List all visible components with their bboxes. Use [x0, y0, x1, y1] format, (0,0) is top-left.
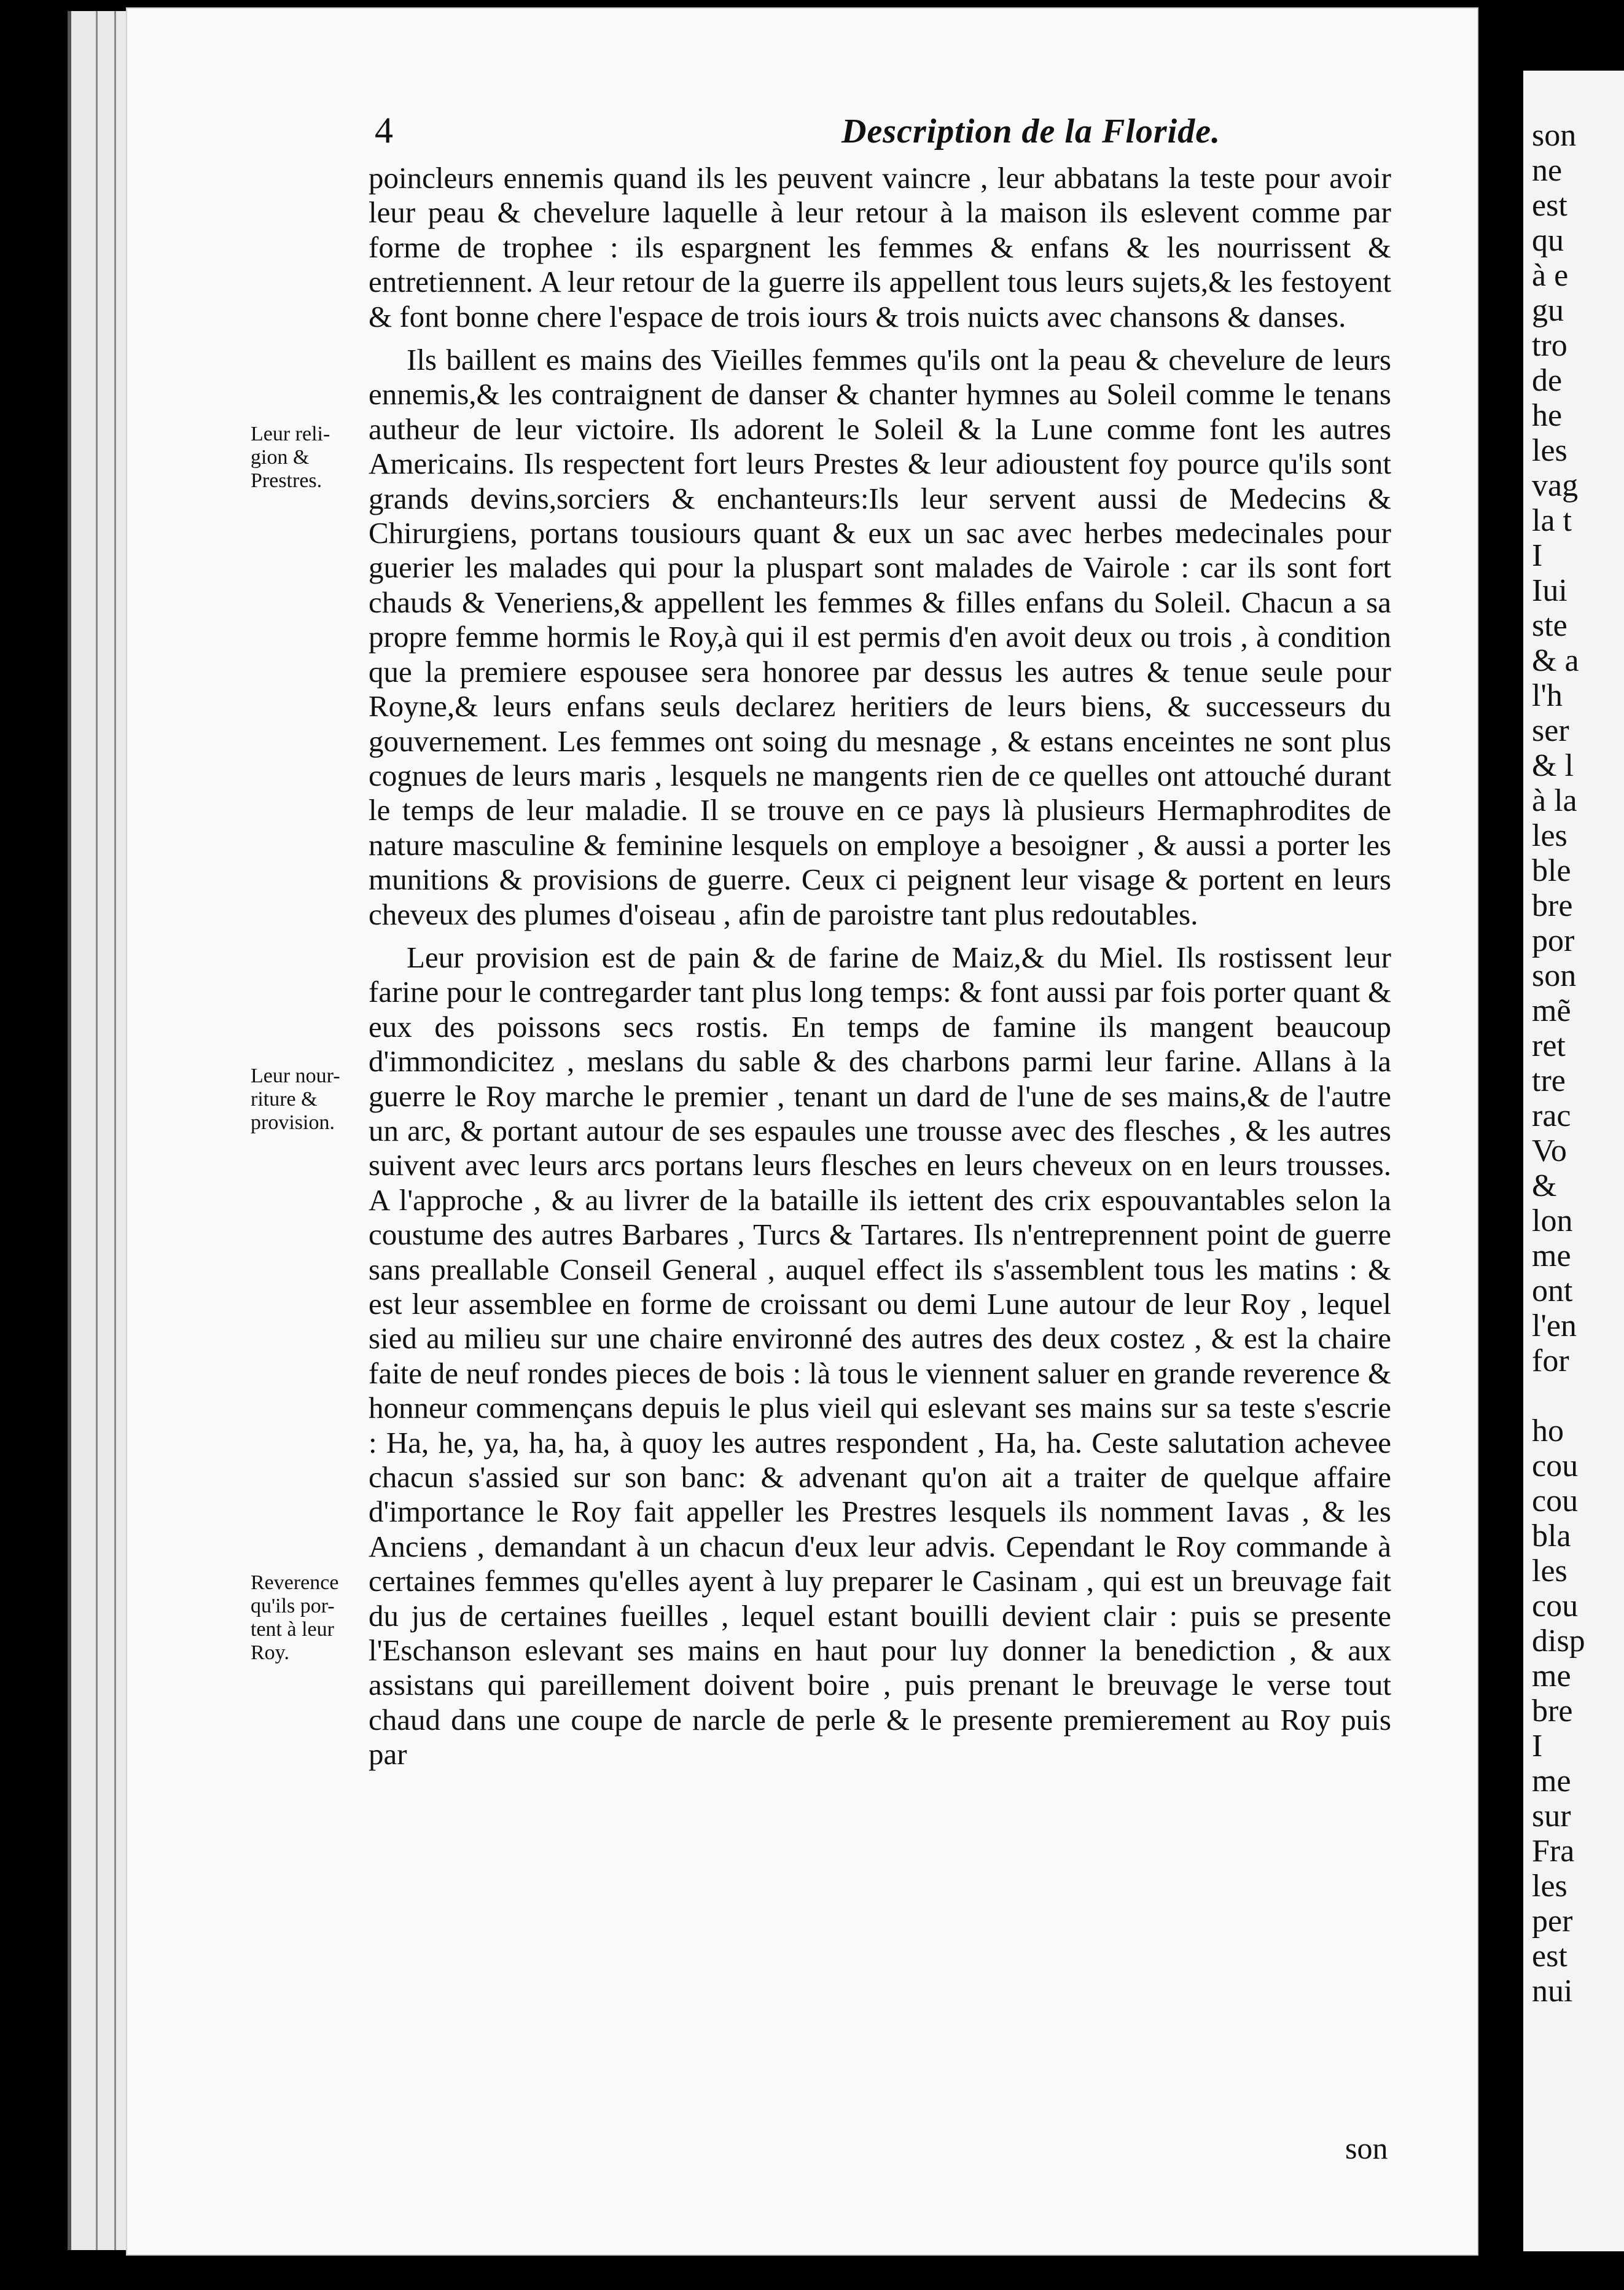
- facing-page-fragment: disp: [1532, 1624, 1585, 1659]
- facing-page-fragment: l'h: [1532, 678, 1563, 713]
- paragraph: Ils baillent es mains des Vieilles femmes qu'ils ont la peau & chevelure de leurs ennemis,& les contraignent de danser & chanter hymnes au Soleil comme le tenans autheur de leur victoire. Ils adorent le Soleil & la Lune comme font les autres Americains. Ils respectent fort leurs Prestes & leur adioustent foy pource qu'ils sont grands devins,sorciers & enchanteurs:Ils leur servent aussi de Medecins & Chirurgiens, portans tousiours quant & eux un sac avec herbes medecinales pour guerier les malades qui pour la pluspart sont malades de Vairole : car ils sont fort chauds & Veneriens,& appellent les femmes & filles enfans du Soleil. Chacun a sa propre femme hormis le Roy,à qui il est permis d'en avoit deux ou trois , à condition que la premiere espousee sera honoree par dessus les autres & tenue seule pour Royne,& leurs enfans seuls declarez heritiers de leurs biens, & successeurs du gouvernement. Les femmes ont soing du mesnage , & estans enceintes ne sont plus cognues de leurs maris , lesquels ne mangents rien de ce quelles ont attouché durant le temps de leur maladie. Il se trouve en ce pays là plusieurs Hermaphrodites de nature masculine & feminine lesquels on employe a besoigner , & aussi a porter les munitions & provisions de guerre. Ceux ci peignent leur visage & portent en leurs cheveux des plumes d'oiseau , afin de paroistre tant plus redoutables.: [369, 343, 1391, 931]
- facing-page-fragment: &: [1532, 1168, 1557, 1203]
- facing-page-fragment: cou: [1532, 1448, 1579, 1483]
- facing-page-fragment: sur: [1532, 1799, 1571, 1834]
- facing-page-fragment: I: [1532, 1729, 1543, 1764]
- paragraph: Leur provision est de pain & de farine de Maiz,& du Miel. Ils rostissent leur farine pour le contregarder tant plus long temps: & font aussi par fois porter quant & eux des poissons secs rostis. En temps de famine ils mangent beaucoup d'immondicitez , meslans du sable & des charbons parmi leur farine. Allans à la guerre le Roy marche le premier , tenant un dard de l'une de ses mains,& de l'autre un arc, & portant autour de ses espaules une trousse avec des flesches , & les autres suivent avec leurs arcs portans leurs flesches en leurs cheveux on en leurs trousses. A l'approche , & au livrer de la bataille ils iettent des crix espouvantables selon la coustume des autres Barbares , Turcs & Tartares. Ils n'entreprennent point de guerre sans preallable Conseil General , auquel effect ils s'assemblent tous les matins : & est leur assemblee en forme de croissant ou demi Lune autour de leur Roy , lequel sied au milieu sur une chaire environné des autres des deux costez , & est la chaire faite de neuf rondes pieces de bois : là tous le viennent saluer en grande reverence & honneur commençans depuis le plus vieil qui eslevant ses mains sur sa teste s'escrie : Ha, he, ya, ha, ha, à quoy les autres respondent , Ha, ha. Ceste salutation achevee chacun s'assied sur son banc: & advenant qu'on ait a traiter de quelque affaire d'importance le Roy fait appeller les Prestres lesquels ils nomment Iavas , & les Anciens , demandant à un chacun d'eux leur advis. Cependant le Roy commande à certaines femmes qu'elles ayent à luy preparer le Casinam , qui est un breuvage fait du jus de certaines fueilles , lequel estant bouilli devient clair : puis se presente l'Eschanson eslevant ses mains en haut pour luy donner la benediction , & aux assistans qui pareillement doivent boire , puis prenant le breuvage le verse tout chaud dans une coupe de narcle de perle & le presente premierement au Roy puis par: [369, 940, 1391, 1772]
- facing-page-fragment: & a: [1532, 643, 1579, 678]
- facing-page-fragment: à la: [1532, 783, 1577, 818]
- facing-page-fragment: Iui: [1532, 573, 1567, 608]
- facing-page-fragment: per: [1532, 1904, 1573, 1939]
- margin-note-provision: Leur nour- riture & provision.: [251, 1065, 340, 1134]
- facing-page-fragment: qu: [1532, 223, 1564, 258]
- facing-page-fragment: est: [1532, 188, 1567, 223]
- facing-page-fragment: ne: [1532, 153, 1563, 188]
- facing-page-fragment: Fra: [1532, 1834, 1575, 1869]
- facing-page-fragment: he: [1532, 398, 1563, 433]
- facing-page-fragment: ble: [1532, 853, 1571, 888]
- facing-page-fragment: les: [1532, 818, 1567, 853]
- page-header: [252, 109, 1419, 158]
- facing-page-fragment: la t: [1532, 503, 1572, 538]
- body-text: [369, 161, 1391, 1772]
- facing-page-fragment: mẽ: [1532, 993, 1571, 1028]
- margin-note-reverence: Reverence qu'ils por- tent à leur Roy.: [251, 1571, 339, 1664]
- facing-page-fragment: lon: [1532, 1203, 1573, 1238]
- facing-page-fragment: me: [1532, 1659, 1571, 1694]
- facing-page-fragment: ont: [1532, 1273, 1573, 1308]
- facing-page-fragment: & l: [1532, 748, 1574, 783]
- facing-page-fragment: tro: [1532, 328, 1567, 363]
- running-title: Description de la Floride.: [841, 112, 1221, 150]
- facing-page-fragment: ser: [1532, 713, 1569, 748]
- paragraph: poincleurs ennemis quand ils les peuvent vaincre , leur abbatans la teste pour avoir leur peau & chevelure laquelle à leur retour à la maison ils eslevent comme par forme de trophee : ils espargnent les femmes & enfans & les nourrissent & entretiennent. A leur retour de la guerre ils appellent tous leurs sujets,& les festoyent & font bonne chere l'espace de trois iours & trois nuicts avec chansons & danses.: [369, 161, 1391, 334]
- facing-page-fragment: bre: [1532, 1694, 1573, 1729]
- facing-page-fragment: de: [1532, 363, 1563, 398]
- facing-page-fragment: bla: [1532, 1518, 1571, 1553]
- facing-page-fragment: son: [1532, 958, 1577, 993]
- facing-page-fragment: rac: [1532, 1098, 1571, 1133]
- facing-page-fragment: tre: [1532, 1063, 1566, 1098]
- facing-page-fragment: for: [1532, 1343, 1569, 1378]
- facing-page-fragment: I: [1532, 538, 1543, 573]
- facing-page-fragment: à e: [1532, 258, 1569, 293]
- facing-page-fragment: me: [1532, 1764, 1571, 1799]
- facing-page-fragment: Vo: [1532, 1133, 1567, 1168]
- facing-page-fragment: ste: [1532, 608, 1567, 643]
- facing-page: [1523, 71, 1624, 2251]
- facing-page-fragment: ho: [1532, 1413, 1564, 1448]
- facing-page-fragment: est: [1532, 1939, 1567, 1974]
- facing-page-fragment: l'en: [1532, 1308, 1577, 1343]
- facing-page-fragment: me: [1532, 1238, 1571, 1273]
- facing-page-fragment: nui: [1532, 1974, 1573, 2009]
- facing-page-fragment: gu: [1532, 293, 1564, 328]
- facing-page-fragment: cou: [1532, 1589, 1579, 1624]
- facing-page-fragment: por: [1532, 923, 1575, 958]
- facing-page-fragment: les: [1532, 1869, 1567, 1904]
- facing-page-fragment: cou: [1532, 1483, 1579, 1518]
- margin-note-religion: Leur reli- gion & Prestres.: [251, 423, 330, 492]
- catchword: son: [1345, 2131, 1388, 2165]
- facing-page-fragment: ret: [1532, 1028, 1566, 1063]
- facing-page-fragment: bre: [1532, 888, 1573, 923]
- facing-page-fragment: les: [1532, 1553, 1567, 1589]
- facing-page-fragment: les: [1532, 433, 1567, 468]
- page-number: 4: [375, 110, 393, 150]
- facing-page-fragment: son: [1532, 118, 1577, 153]
- facing-page-fragment: vag: [1532, 468, 1579, 503]
